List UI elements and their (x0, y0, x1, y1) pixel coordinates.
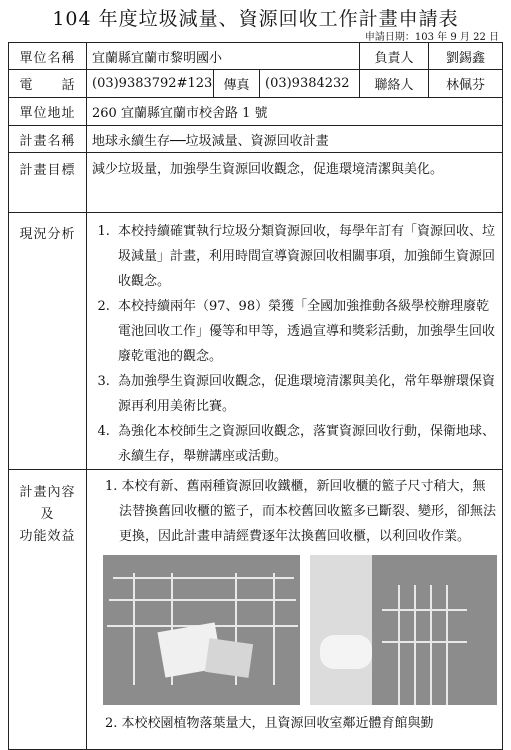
plan-name-value: 地球永續生存──垃圾減量、資源回收計畫 (87, 126, 503, 153)
fax-label: 傳真 (214, 70, 260, 98)
application-form-table (8, 42, 503, 750)
contact-label: 聯絡人 (360, 70, 429, 98)
photo-row (103, 555, 497, 705)
plan-name-label: 計畫名稱 (9, 126, 87, 153)
principal-value: 劉錫鑫 (429, 43, 503, 70)
content-label (9, 470, 87, 750)
apply-date: 申請日期：103 年 9 月 22 日 (364, 32, 499, 43)
status-item: 4. 為強化本校師生之資源回收觀念，落實資源回收行動，保衛地球、永續生存，舉辦講座或活動。 (114, 419, 497, 469)
unit-name-value: 宜蘭縣宜蘭市黎明國小 (87, 43, 360, 70)
unit-row (9, 43, 503, 70)
principal-label: 負責人 (360, 43, 429, 70)
plan-name-row (9, 126, 503, 153)
form-title: 104 年度垃圾減量、資源回收工作計畫申請表 (52, 8, 459, 30)
content-label-line1: 計畫內容 (19, 485, 76, 500)
status-item: 1. 本校持續確實執行垃圾分類資源回收，每學年訂有「資源回收、垃圾減量」計畫，利用時間宣導資源回收相關事項，加強師生資源回收觀念。 (114, 219, 497, 294)
goal-value: 減少垃圾量，加強學生資源回收觀念，促進環境清潔與美化。 (87, 153, 503, 213)
content-label-line3: 功能效益 (19, 529, 76, 544)
plan-content (87, 470, 503, 750)
status-item: 3. 為加強學生資源回收觀念，促進環境清潔與美化，常年舉辦環保資源再利用美術比賽。 (114, 369, 497, 419)
content-item-1: 1. 本校有新、舊兩種資源回收鐵櫃，新回收櫃的籃子尺寸稍大，無法替換舊回收櫃的籃子，而本校舊回收籃多已斷裂、變形，卻無法更換，因此計畫申請經費逐年汰換舊回收櫃，以利回收作業。 (105, 479, 497, 544)
fax-value: (03)9384232 (260, 70, 360, 98)
phone-row (9, 70, 503, 98)
content-item-2: 2. 本校校園植物落葉量大，且資源回收室鄰近體育館與勤 (105, 716, 434, 731)
unit-name-label: 單位名稱 (9, 43, 87, 70)
content-row (9, 470, 503, 750)
status-row (9, 213, 503, 470)
status-analysis (87, 213, 503, 470)
contact-value: 林佩芬 (429, 70, 503, 98)
status-label: 現況分析 (9, 213, 87, 470)
goal-label: 計畫目標 (9, 153, 87, 213)
phone-label: 電 話 (9, 70, 87, 98)
address-label: 單位地址 (9, 98, 87, 126)
address-row (9, 98, 503, 126)
recycling-basket-photo-2 (310, 555, 497, 705)
goal-row (9, 153, 503, 213)
recycling-basket-photo-1 (103, 555, 300, 705)
address-value: 260 宜蘭縣宜蘭市校舍路 1 號 (87, 98, 503, 126)
status-item: 2. 本校持續兩年（97、98）榮獲「全國加強推動各級學校辦理廢乾電池回收工作」優等和甲等，透過宣導和獎彩活動，加強學生回收廢乾電池的觀念。 (114, 294, 497, 369)
content-label-line2: 及 (40, 507, 55, 522)
phone-value: (03)9383792#123 (87, 70, 214, 98)
